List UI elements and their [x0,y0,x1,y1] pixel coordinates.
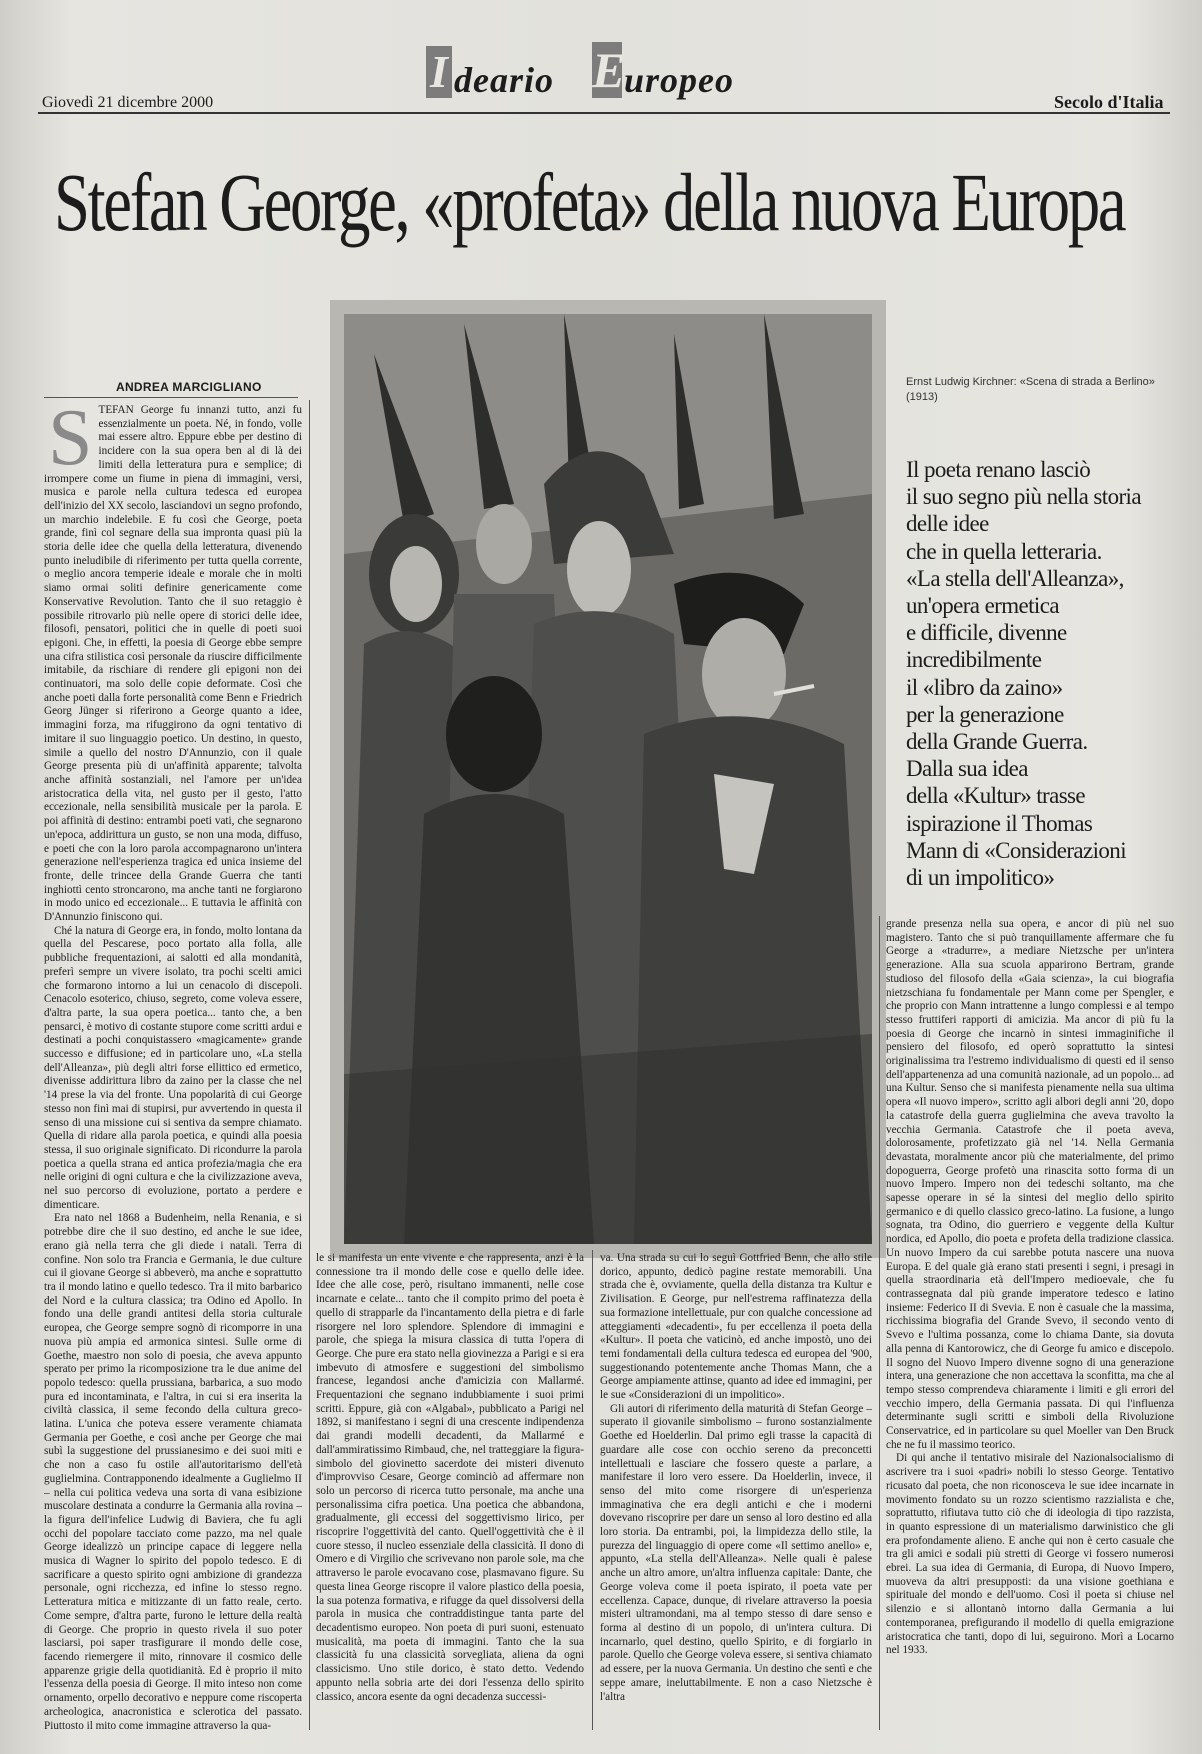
article-byline: ANDREA MARCIGLIANO [116,380,262,394]
column-rule [879,916,880,1730]
section-logo-word-deario: deario [454,60,554,100]
article-column-4 [886,918,1174,1730]
column-rule [309,400,310,1730]
paragraph: Era nato nel 1868 a Budenheim, nella Renania, e si potrebbe dire che il suo destino, ed anche le sue idee, erano già nella terra che gli diede i natali. Terra di confine. Non solo tra Francia e Germania, le due culture cui il giovane George si abbeverò, ma anche e soprattutto tra il mondo latino e quello tedesco. Tra il mito barbarico del Nord e la cultura classica; tra Odino ed Apollo. In fondo una delle grandi antitesi della storia culturale europea, che George sempre sognò di ricomporre in una nuova più ampia ed armonica sintesi. Sulle orme di Goethe, maestro non solo di poesia, che aveva appunto sperato per primo la ricomposizione tra le due anime del popolo tedesco: quella prussiana, barbarica, a suo modo pura ed incontaminata, e l'altra, in cui si era inserita la civiltà classica, il seme fecondo della cultura greco-latina. L'unica che poteva essere veramente chiamata Germania per Goethe, e così anche per George che mai subì la suggestione del prussianesimo e dei suoi miti e che non a caso fu ostile all'autoritarismo dell'età guglielmina. Contrapponendo idealmente a Guglielmo II – nella cui politica vedeva una sorta di vana esibizione muscolare destinata a condurre la Germania alla rovina – la figura dell'infelice Ludwig di Baviera, che fu agli occhi del popolare tacciato come pazzo, ma nel quale George idealizzò un principe capace di leggere nella musica di Wagner lo spirito del popolo tedesco. E di sacrificare a questo spirito ogni ambizione di grandezza personale, ogni ricchezza, ed infine lo stesso regno. Letteratura mitica e mitizzante di un fatto reale, certo. Come sempre, d'altra parte, furono le letture della realtà di George. Che proprio in questo rivela il suo poter lasciarsi, poi saper trasfigurare il mondo delle cose, facendo riemergere il mito, rinnovare il cosmico delle apparenze grigie della quotidianità. Ed è proprio il mito l'essenza della poesia di George. Il mito inteso non come ornamento, orpello decorativo e neppure come riscoperta archeologica, anacronistica e sclerotica del passato. Piuttosto il mito come immagine attraverso la qua- [44,1212,302,1730]
paragraph: Di qui anche il tentativo misirale del Nazionalsocialismo di ascrivere tra i suoi «padri» nobili lo stesso George. Tentativo ricusato dal poeta, che non riconosceva le sue idee incarnate in movimento fondato su un rozzo scientismo razzialista e che, soprattutto, rifiutava tutto ciò che di ideologia di tipo razzista, in quanto espressione di un materialismo darwinistico che gli era profondamente alieno. E anche qui non è certo casuale che tra gli amici e sodali più stretti di George vi fossero numerosi ebrei. La sua idea di Germania, di Europa, di Nuovo Impero, muoveva da altri presupposti: da una visione goethiana e spirituale del mondo e dell'uomo. Così il poeta si chiuse nel silenzio e si allontanò intorno dalla Germania a lui contemporanea, prefigurando il modello di quella emigrazione aristocratica che tanti, dopo di lui, seguirono. Morì a Locarno nel 1933. [886,1452,1174,1657]
article-headline: Stefan George, «profeta» della nuova Europa [54,156,1125,248]
painting-image [330,300,886,1258]
pull-quote-line: ispirazione il Thomas [906,810,1093,836]
issue-date: Giovedì 21 dicembre 2000 [42,94,214,111]
pull-quote-line: Dalla sua idea [906,756,1028,782]
pull-quote-line: Il poeta renano lasciò [906,457,1091,482]
pull-quote-line: della «Kultur» trasse [906,783,1086,809]
newspaper-name: Secolo d'Italia [1054,92,1164,112]
column-rule [592,1250,593,1730]
section-logo-letter-e: E [592,42,626,98]
pull-quote-line: un'opera ermetica [906,593,1059,619]
paragraph: le si manifesta un ente vivente e che rappresenta, anzi è la connessione tra il mondo delle cose e quello delle idee. Idee che alle cose, però, risultano immanenti, nelle cose incarnate e celate... tanto che il compito primo del poeta è quello di strapparle da l'incantamento della pietra e di farle risorgere nel loro splendore. Splendore di immagini e parole, che spiega la misura classica di tutta l'opera di George. Che pure era stato nella giovinezza a Parigi e si era imbevuto di atmosfere e suggestioni del simbolismo francese, legandosi anche d'amicizia con Mallarmé. Frequentazioni che segnano indubbiamente i suoi primi scritti. Eppure, già con «Algabal», pubblicato a Parigi nel 1892, si manifestano i segni di una crescente indipendenza dai grandi modelli decadenti, da Mallarmé e dall'ammiratissimo Rimbaud, che, nel tratteggiare la figura-simbolo del giovinetto sacerdote dei misteri divenuto d'improvviso Cesare, George cominciò ad affermare non solo un percorso di ricerca tutto personale, ma anche una personalissima cifra poetica. Una poetica che abbandona, gradualmente, gli eccessi del soggettivismo lirico, per riscoprire l'oggettività del canto. Quell'oggettività che è il cuore stesso, il nucleo essenziale della classicità. Il dono di Omero e di Virgilio che scrivevano non parole sole, ma che attraverso le parole evocavano cose, plasmavano figure. Su questa linea George riscopre il valore plastico della poesia, la sua potenza formativa, e rifugge da quel dissolversi della parola in musica che contraddistingue tanta parte del decadentismo europeo. Non poeta di puri suoni, estenuato musicalità, ma poeta di immagini. Tanto che la sua classicità fu una classicità sorvegliata, aliena da ogni classicismo. Uno stile dorico, è stato detto. Vedendo appunto nella sobria arte dei dori l'essenza dello spirito classico, ancora esente da ogni decadenza successi- [316,1252,584,1703]
pull-quote-line: incredibilmente [906,647,1042,673]
paragraph: va. Una strada su cui lo seguì Gottfried Benn, che allo stile dorico, appunto, dedicò pagine restate memorabili. Una strada che è, ovviamente, quella della distanza tra Kultur e Zivilisation. E George, pur nell'estrema raffinatezza della sua formazione intellettuale, pur con qualche concessione ad atteggiamenti «decadenti», fu per eccellenza il poeta della «Kultur». Il poeta che vaticinò, ed anche impostò, uno dei temi fondamentali della cultura tedesca ed europea del '900, suggestionando potentemente anche Thomas Mann, che a George ampiamente attinse, quanto ad idee ed immagini, per le sue «Considerazioni di un impolitico». [600,1252,872,1402]
header-rule [38,112,1170,114]
street-scene-painting-icon [344,314,872,1244]
pull-quote-line: di un impolitico» [906,865,1055,891]
pull-quote-line: il «libro da zaino» [906,674,1063,700]
section-logo-letter-i: I [426,46,452,98]
image-caption: Ernst Ludwig Kirchner: «Scena di strada a Berlino» (1913) [906,376,1155,403]
paragraph: Gli autori di riferimento della maturità di Stefan George – superato il giovanile simbolismo – furono sostanzialmente Goethe ed Hoelderlin. Dal primo egli trasse la capacità di guardare alle cose con occhio sereno da preconcetti intellettuali e lasciare che fossero queste a parlare, a manifestare il loro vero essere. Da Hoelderlin, invece, il senso del mito come risorgere di un'esperienza immaginativa che era degli antichi e che i moderni dovevano riscoprire per dare un senso al loro destino ed alla loro storia. Da entrambi, poi, la limpidezza dello stile, la purezza del linguaggio di opere come «Il settimo anello» e, appunto, «La stella dell'Alleanza». Nelle quali è palese anche un altro amore, un'altra influenza capitale: Dante, che George voleva come il poeta ispirato, il poeta vate per eccellenza. Capace, dunque, di rivelare attraverso la poesia misteri ultramondani, ma al tempo stesso di dare senso e forma al destino di un popolo, di un'intera cultura. Di incarnarlo, quel destino, quello Spirito, e di forgiarlo in parole. Quello che George voleva essere, si sentiva chiamato ad essere, per la nuova Germania. Un destino che sentì e che seppe amare, ineluttabilmente. E non a caso Nietzsche è l'altra [600,1402,872,1703]
pull-quote-line: il suo segno più nella storia [906,484,1141,510]
drop-cap: S [48,404,93,482]
pull-quote-line: Mann di «Considerazioni [906,837,1126,863]
paragraph: grande presenza nella sua opera, e ancor di più nel suo magistero. Tanto che si può tranquillamente affermare che fu George a «tradurre», a mediare Nietzsche per un'intera generazione. Alla sua scuola apparirono Bertram, grande studioso del filosofo della «Gaia scienza», la cui biografia nietzschiana fu fondamentale per Mann come per Spengler, e che proprio con Mann intrattenne a lungo complessi e al tempo stesso fruttiferi rapporti di amicizia. Ma ancor di più fu la poesia di George che incarnò in sintesi immaginifiche il pensiero del filosofo, ed operò soprattutto la sintesi originalissima tra l'estremo individualismo di questi ed il senso dell'appartenenza ad una comunità nazionale, ad un popolo... ad una Kultur. Senso che si manifesta pienamente nella sua ultima opera «Il nuovo impero», scritto agli albori degli anni '20, dopo la catastrofe della guerra guglielmina che aveva travolto la vecchia Germania. Catastrofe che il poeta aveva, dolorosamente, profetizzato già nel '14. Nella Germania devastata, moralmente ancor più che materialmente, del primo dopoguerra, George profetò una rinascita sotto forma di un nuovo Impero. Impero non dei tedeschi soltanto, ma che sapesse operare in sé la sintesi del meglio dello spirito germanico e di quello classico greco-latino. La fusione, a lungo sognata, tra Odino, dio guerriero e veggente della Kultur nordica, ed Apollo, dio poeta e profeta della tradizione classica. Un nuovo Impero da cui sarebbe potuta nascere una nuova Europa. E del quale già erano stati presenti i segni, i presagi in quella straordinaria età dell'Impero medioevale, che fu contrassegnata dal più grande imperatore tedesco e latino insieme: Federico II di Svevia. E non è casuale che la massima, ricchissima biografia del Grande Svevo, il secondo vento di Svevo e l'ultima possanza, come lo chiama Dante, sia dovuta alla penna di Kantorowicz, che di George fu amico e discepolo. Il sogno del Nuovo Impero divenne sogno di una generazione intera, una generazione che non accettava la sconfitta, ma che al tempo stesso comprendeva chiaramente i limiti e gli errori del vecchio impero, della Germania passata. Di qui l'influenza determinante sugli scritti e simboli della Rivoluzione Conservatrice, ed in particolare su quel Moeller van Den Bruck che ne fu il massimo teorico. [886,918,1174,1451]
article-column-2 [316,1252,584,1730]
byline-rule [44,397,298,398]
article-column-1 [44,404,302,1730]
pull-quote-line: «La stella dell'Alleanza», [906,565,1124,591]
pull-quote-line: che in quella letteraria. [906,538,1102,564]
pull-quote-line: delle idee [906,511,989,537]
paragraph: Ché la natura di George era, in fondo, molto lontana da quella del Pescarese, poco portato alla folla, alle pubbliche frequentazioni, ai salotti ed alla mondanità, preferì sempre un vivere isolato, tra pochi scelti amici che formarono intorno a lui un cenacolo di discepoli. Cenacolo esoterico, chiuso, segreto, come voleva essere, d'altra parte, la sua opera poetica... tanto che, a ben pensarci, è motivo di costante stupore come scritti ardui e destinati a pochi conquistassero «magicamente» grande successo e diffusione; ed in particolare uno, «La stella dell'Alleanza», più degli altri forse ellittico ed ermetico, divenisse addirittura libro da zaino per la classe che nel '14 prese la via del fronte. Una popolarità di cui George stesso non finì mai di stupirsi, pur avvertendo in questa il senso di una missione cui si sentiva da sempre chiamato. Quella di ridare alla parola poetica, e quindi alla poesia stessa, il suo originale significato. Di ricondurre la parola poetica a quella strana ed antica profezia/magia che era nelle origini di ogni cultura e che la civilizzazione aveva, nel suo percorso di evoluzione, portato a perdere e dimenticare. [44,924,302,1211]
pull-quote-line: per la generazione [906,701,1064,727]
paragraph: TEFAN George fu innanzi tutto, anzi fu essenzialmente un poeta. Né, in fondo, volle mai essere altro. Eppure ebbe per destino di incidere con la sua opera ben al di là dei limiti della letteratura pura e semplice; di irrompere come un fiume in piena di immagini, versi, musica e parole nella cultura tedesca ed europea dell'inizio del XX secolo, lasciandovi un segno profondo, un marchio indelebile. E fu così che George, poeta grande, finì col segnare della sua impronta quasi più la storia delle idee che quella della letteratura, divenendo punto ineludibile di riferimento per tutta quella corrente, o meglio ancora temperie ideale e morale che in molti siamo ormai soliti definire genericamente come Konservative Revolution. Tanto che il suo retaggio è possibile ritrovarlo più nelle opere di storici delle idee, filosofi, pensatori, politici che in quelle di poeti suoi epigoni. Che, in effetti, la poesia di George ebbe sempre una cifra stilistica così personale da riuscire difficilmente imitabile, da rischiare di rendere gli epigoni non dei continuatori, ma solo delle copie deformate. Così che anche poeti dalla forte personalità come Benn e Friedrich Georg Jünger si riferirono a George quanto a idee, immagini forza, ma rifuggirono da ogni tentativo di imitare il suo linguaggio poetico. Un destino, in questo, simile a quello del nostro D'Annunzio, con il quale George presenta più di un'affinità apparente; talvolta anche affinità sostanziali, nel l'amore per un'idea aristocratica della vita, nel gusto per il gesto, l'atto eccezionale, nella sensibilità musicale per la parola. E poi affinità di destino: entrambi poeti vati, che segnarono un'epoca, addirittura un gusto, se non una moda, diffuso, e poeti che con la loro parola accompagnarono un'intera generazione nell'esperienza tragica ed unica insieme del fronte, delle trincee della Grande Guerra che tanti inghiottì cento stroncarono, ma anche tanti ne forgiarono in modo unico ed eccezionale... E tuttavia le affinità con D'Annunzio finiscono qui. [44,404,302,924]
section-logo-word-uropeo: uropeo [624,60,735,100]
pull-quote-line: e difficile, divenne [906,620,1067,646]
pull-quote [906,456,1174,891]
article-column-3 [600,1252,872,1730]
pull-quote-line: della Grande Guerra. [906,729,1088,755]
